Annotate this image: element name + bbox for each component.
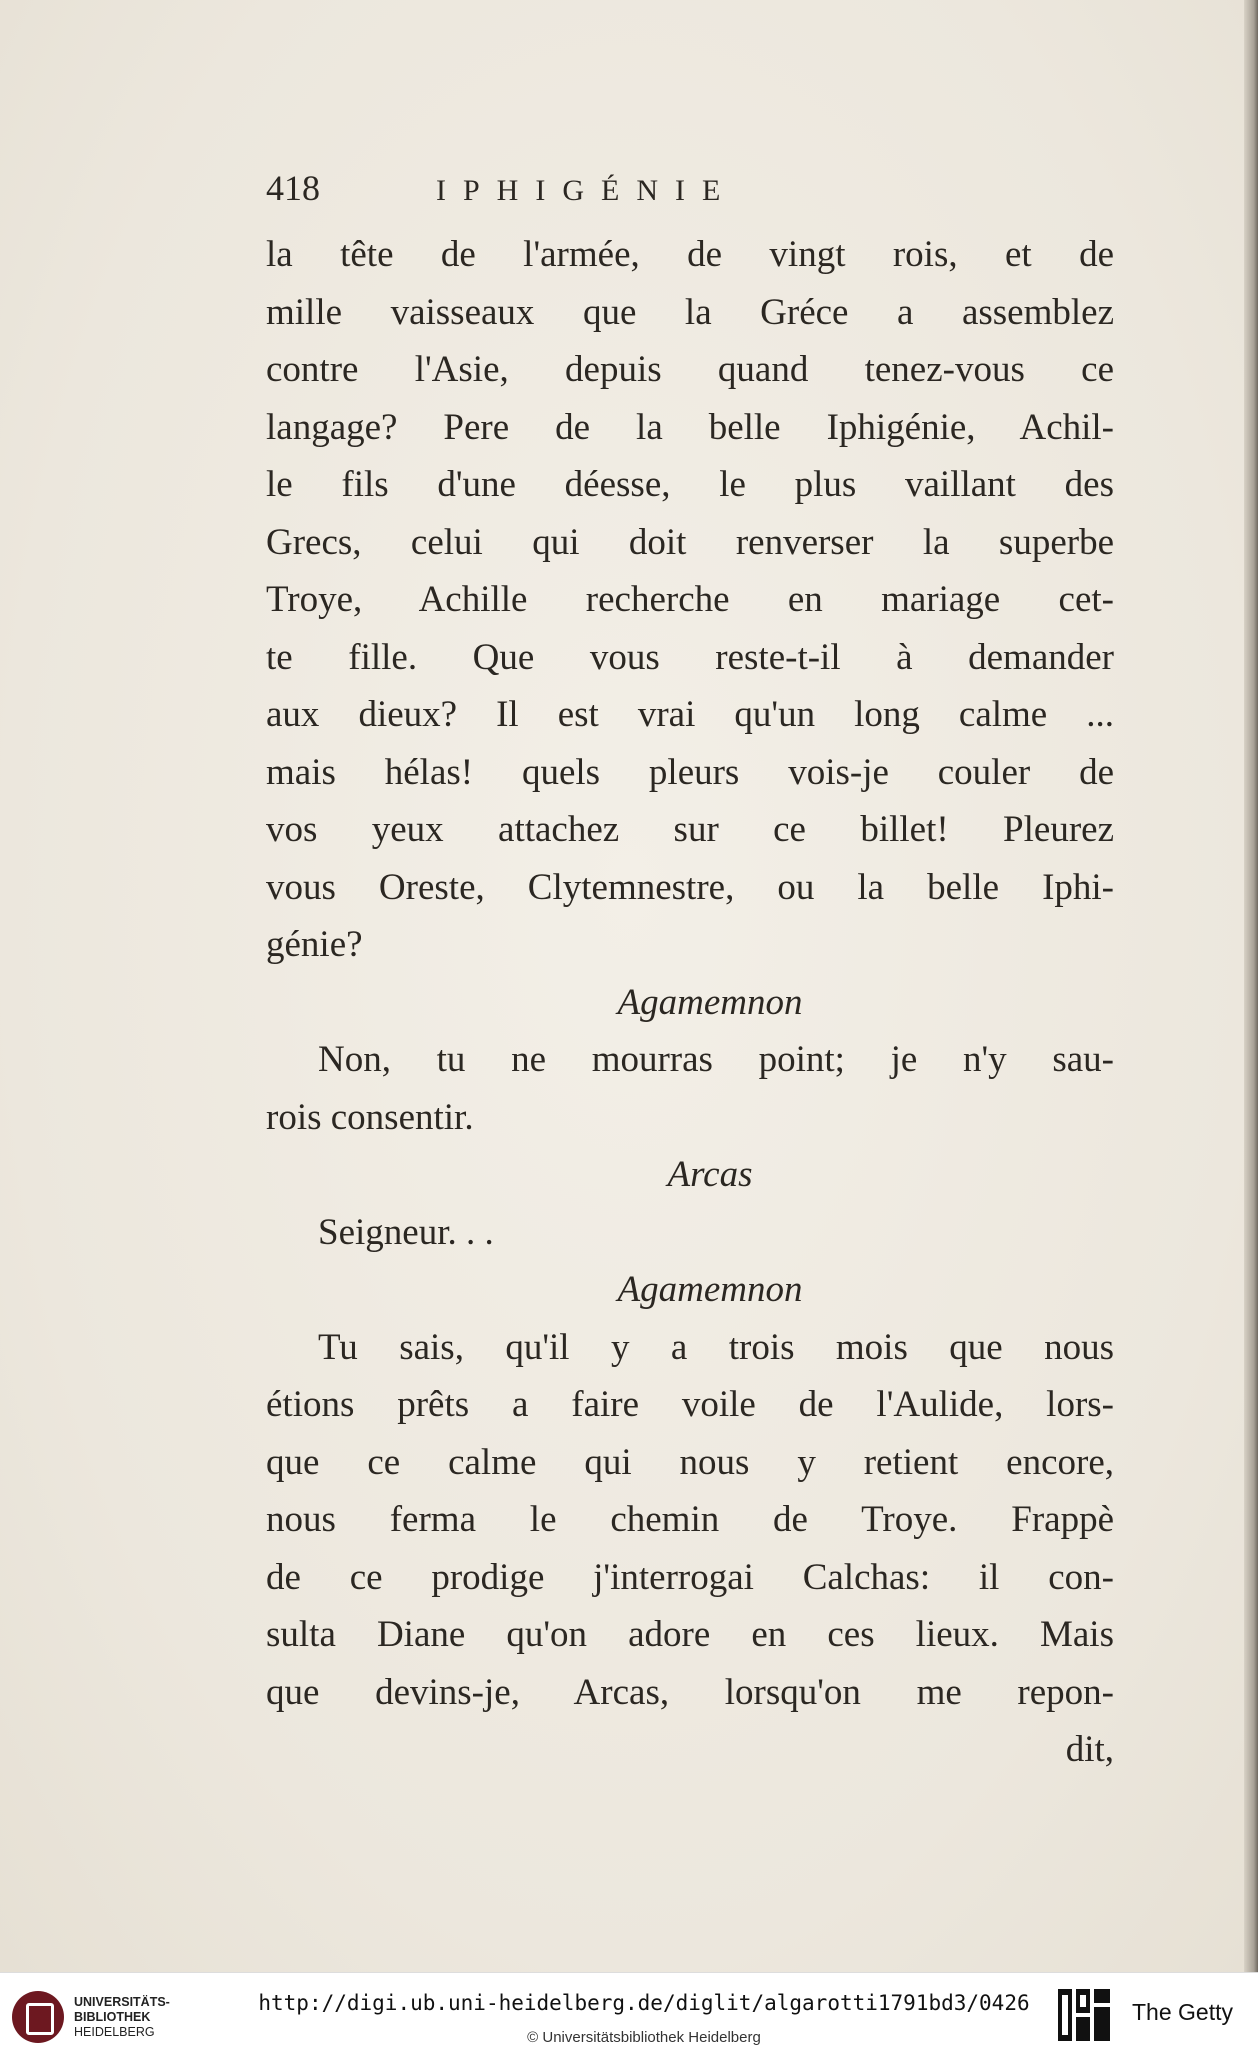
- copyright-notice: © Universitätsbibliothek Heidelberg: [527, 2029, 761, 2046]
- text-line: te fille. Que vous reste-t-il à demander: [266, 636, 1114, 678]
- speaker-name: Agamemnon: [617, 981, 803, 1023]
- university-name: UNIVERSITÄTS- BIBLIOTHEK HEIDELBERG: [74, 1995, 170, 2039]
- text-line: le fils d'une déesse, le plus vaillant des: [266, 464, 1114, 505]
- text-line: sulta Diane qu'on adore en ces lieux. Mais: [266, 1614, 1114, 1655]
- getty-logo-icon[interactable]: [1056, 1987, 1112, 2043]
- text-line: rois consentir.: [266, 1096, 474, 1138]
- viewer-footer: [0, 1972, 1258, 2065]
- text-line: Grecs, celui qui doit renverser la superbe: [266, 521, 1114, 563]
- paragraph-3: [266, 1204, 1114, 1262]
- text-line: Troye, Achille recherche en mariage cet-: [266, 579, 1114, 620]
- text-line: Non, tu ne mourras point; je n'y sau-: [318, 1039, 1114, 1080]
- text-line: la tête de l'armée, de vingt rois, et de: [266, 234, 1114, 275]
- speaker-name: Agamemnon: [617, 1269, 803, 1310]
- paragraph-1: [266, 226, 1114, 974]
- text-line: Seigneur. . .: [318, 1211, 494, 1253]
- text-line: étions prêts a faire voile de l'Aulide, lors-: [266, 1384, 1114, 1425]
- page-edge-shadow: [1244, 0, 1258, 1972]
- paragraph-4: [266, 1319, 1114, 1722]
- catchword: dit,: [1065, 1729, 1114, 1770]
- running-head: [266, 160, 1114, 218]
- text-line: que devins-je, Arcas, lorsqu'on me repon-: [266, 1671, 1114, 1713]
- text-line: nous ferma le chemin de Troye. Frappè: [266, 1499, 1114, 1540]
- text-line: génie?: [266, 924, 363, 965]
- paragraph-2: [266, 1031, 1114, 1146]
- text-line: vos yeux attachez sur ce billet! Pleurez: [266, 809, 1114, 850]
- running-title: IPHIGÉNIE: [436, 174, 738, 207]
- text-line: que ce calme qui nous y retient encore,: [266, 1441, 1114, 1483]
- page-number: 418: [266, 168, 320, 208]
- text-line: mille vaisseaux que la Gréce a assemblez: [266, 291, 1114, 333]
- text-line: vous Oreste, Clytemnestre, ou la belle Iphi-: [266, 866, 1114, 908]
- text-line: langage? Pere de la belle Iphigénie, Achil-: [266, 406, 1114, 448]
- text-line: Tu sais, qu'il y a trois mois que nous: [318, 1326, 1114, 1368]
- page-text-block: [266, 168, 1114, 1779]
- text-line: mais hélas! quels pleurs vois-je couler de: [266, 751, 1114, 793]
- text-line: contre l'Asie, depuis quand tenez-vous ce: [266, 349, 1114, 390]
- getty-label: The Getty: [1132, 1999, 1233, 2025]
- speaker-name: Arcas: [667, 1154, 753, 1195]
- permalink-url[interactable]: http://digi.ub.uni-heidelberg.de/diglit/algarotti1791bd3/0426: [258, 1991, 1030, 2015]
- text-line: de ce prodige j'interrogai Calchas: il con-: [266, 1556, 1114, 1598]
- text-line: aux dieux? Il est vrai qu'un long calme ...: [266, 694, 1114, 735]
